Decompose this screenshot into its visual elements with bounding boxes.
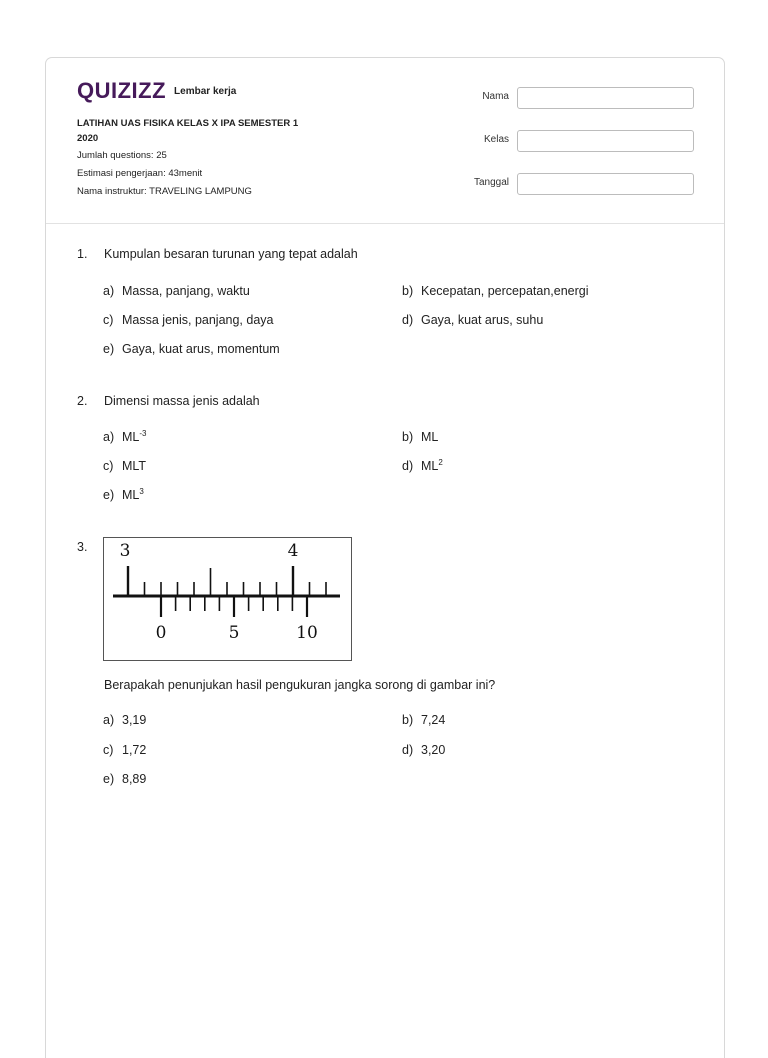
question-number: 2. — [77, 394, 88, 408]
question-text: Kumpulan besaran turunan yang tepat adalah — [104, 247, 358, 261]
vernier-scale-drawing — [104, 538, 351, 660]
option-a[interactable] — [103, 284, 250, 298]
option-exponent: 2 — [438, 458, 443, 467]
option-text: Gaya, kuat arus, momentum — [122, 342, 280, 356]
date-field[interactable] — [517, 173, 694, 195]
option-text: 8,89 — [122, 772, 147, 786]
class-field[interactable] — [517, 130, 694, 152]
option-label: b) — [402, 713, 414, 727]
name-label: Nama — [482, 91, 509, 102]
option-b[interactable] — [402, 713, 445, 727]
option-label: a) — [103, 430, 115, 444]
logo-row — [77, 80, 236, 102]
option-label: e) — [103, 342, 115, 356]
option-label: a) — [103, 713, 115, 727]
option-label: c) — [103, 743, 114, 757]
option-text: Kecepatan, percepatan,energi — [421, 284, 589, 298]
question-count: Jumlah questions: 25 — [77, 150, 167, 161]
option-label: d) — [402, 313, 414, 327]
vernier-label-5: 5 — [228, 623, 240, 643]
option-d[interactable] — [402, 313, 543, 327]
class-label: Kelas — [483, 134, 509, 145]
option-text: Massa jenis, panjang, daya — [122, 313, 274, 327]
worksheet-label: Lembar kerja — [174, 86, 237, 97]
option-text: 1,72 — [122, 743, 147, 757]
option-text: Gaya, kuat arus, suhu — [421, 313, 544, 327]
worksheet-page — [45, 57, 725, 1058]
name-field[interactable] — [517, 87, 694, 109]
option-e[interactable] — [103, 488, 144, 502]
option-text: MLT — [122, 459, 147, 473]
option-label: e) — [103, 488, 115, 502]
worksheet-header — [46, 58, 724, 224]
option-d[interactable] — [402, 743, 445, 757]
option-c[interactable] — [103, 313, 273, 327]
option-exponent: -3 — [139, 429, 147, 438]
main-label-4: 4 — [287, 541, 299, 561]
option-text: Massa, panjang, waktu — [122, 284, 250, 298]
option-text: ML — [421, 459, 439, 473]
option-exponent: 3 — [139, 487, 144, 496]
option-label: b) — [402, 284, 414, 298]
main-scale-ticks — [128, 566, 326, 596]
vernier-label-0: 0 — [155, 623, 167, 643]
main-label-3: 3 — [119, 541, 131, 561]
question-number: 1. — [77, 247, 88, 261]
date-label: Tanggal — [473, 177, 509, 188]
worksheet-title: LATIHAN UAS FISIKA KELAS X IPA SEMESTER 1 2020 — [77, 118, 299, 144]
instructor-name: Nama instruktur: TRAVELING LAMPUNG — [77, 186, 252, 197]
option-a[interactable] — [103, 430, 147, 444]
option-text: ML — [122, 430, 140, 444]
question-number: 3. — [77, 540, 88, 554]
time-estimate: Estimasi pengerjaan: 43menit — [77, 168, 203, 179]
option-label: c) — [103, 313, 114, 327]
option-b[interactable] — [402, 430, 438, 444]
option-text: ML — [122, 488, 140, 502]
vernier-scale-ticks — [161, 596, 307, 617]
option-label: a) — [103, 284, 115, 298]
option-b[interactable] — [402, 284, 589, 298]
option-label: b) — [402, 430, 414, 444]
quizizz-logo: QUIZIZZ — [77, 78, 167, 103]
option-text: ML — [421, 430, 439, 444]
vernier-caliper-figure — [103, 537, 352, 661]
question-text: Dimensi massa jenis adalah — [104, 394, 260, 408]
option-text: 3,20 — [421, 743, 446, 757]
option-c[interactable] — [103, 743, 146, 757]
option-text: 3,19 — [122, 713, 147, 727]
option-e[interactable] — [103, 342, 280, 356]
option-label: c) — [103, 459, 114, 473]
option-a[interactable] — [103, 713, 146, 727]
option-d[interactable] — [402, 459, 443, 473]
option-e[interactable] — [103, 772, 146, 786]
option-label: e) — [103, 772, 115, 786]
option-label: d) — [402, 459, 414, 473]
option-c[interactable] — [103, 459, 146, 473]
vernier-label-10: 10 — [296, 623, 318, 643]
option-label: d) — [402, 743, 414, 757]
question-text: Berapakah penunjukan hasil pengukuran jangka sorong di gambar ini? — [104, 678, 496, 692]
option-text: 7,24 — [421, 713, 446, 727]
